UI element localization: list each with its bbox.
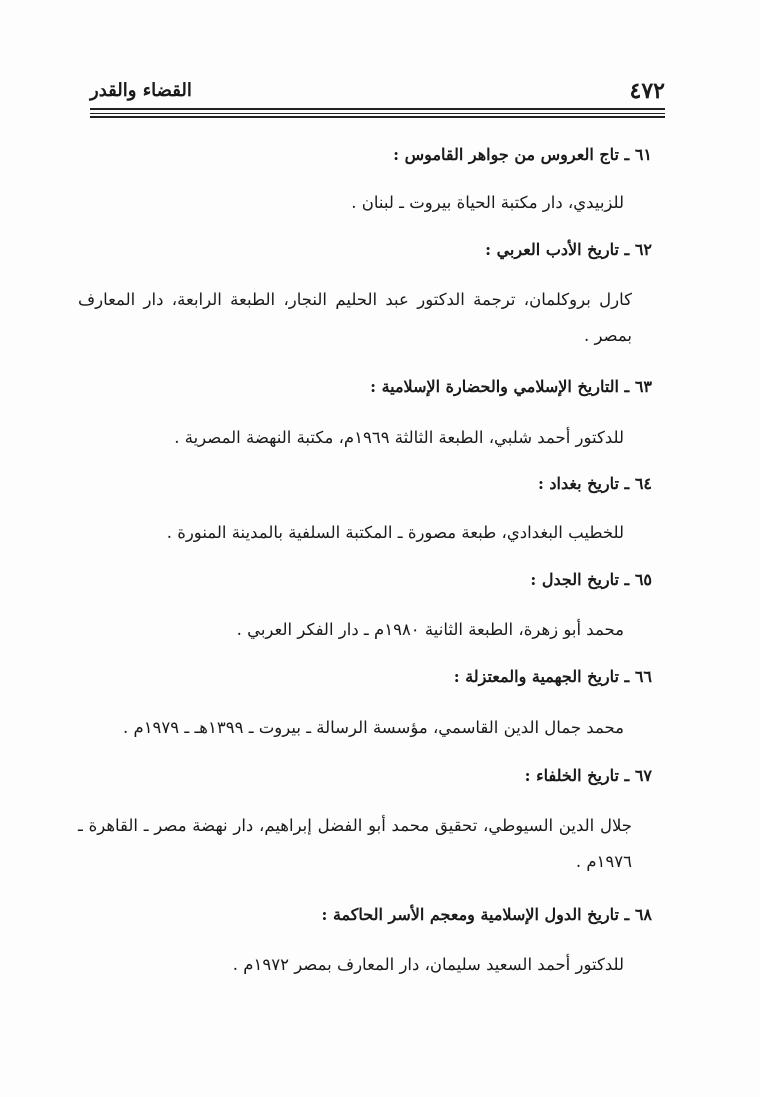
bibliography-list	[78, 0, 652, 1097]
entry-text: للدكتور أحمد شلبي، الطبعة الثالثة ١٩٦٩م، مكتبة النهضة المصرية .	[174, 428, 624, 447]
entry-title: ٦٧ ـ تاريخ الخلفاء :	[524, 766, 652, 785]
entry-text: للدكتور أحمد السعيد سليمان، دار المعارف بمصر ١٩٧٢م .	[232, 955, 624, 974]
entry-title: ٦٦ ـ تاريخ الجهمية والمعتزلة :	[453, 667, 652, 686]
entry-title: ٦٤ ـ تاريخ بغداد :	[537, 474, 652, 493]
entry-text: للزبيدي، دار مكتبة الحياة بيروت ـ لبنان .	[351, 193, 624, 212]
running-title: القضاء والقدر	[90, 80, 192, 101]
entry-text: محمد أبو زهرة، الطبعة الثانية ١٩٨٠م ـ دار الفكر العربي .	[236, 620, 624, 639]
entry-title: ٦٨ ـ تاريخ الدول الإسلامية ومعجم الأسر الحاكمة :	[321, 905, 652, 924]
entry-title: ٦١ ـ تاج العروس من جواهر القاموس :	[393, 145, 652, 164]
page-number: ٤٧٢	[629, 78, 665, 104]
entry-title: ٦٥ ـ تاريخ الجدل :	[530, 570, 652, 589]
entry-title: ٦٢ ـ تاريخ الأدب العربي :	[485, 240, 652, 259]
entry-text: كارل بروكلمان، ترجمة الدكتور عبد الحليم النجار، الطبعة الرابعة، دار المعارف بمصر .	[78, 290, 632, 345]
entry-title: ٦٣ ـ التاريخ الإسلامي والحضارة الإسلامية :	[370, 377, 652, 396]
entry-text: محمد جمال الدين القاسمي، مؤسسة الرسالة ـ بيروت ـ ١٣٩٩هـ ـ ١٩٧٩م .	[122, 718, 624, 737]
entry-text: جلال الدين السيوطي، تحقيق محمد أبو الفضل إبراهيم، دار نهضة مصر ـ القاهرة ـ ١٩٧٦م .	[78, 816, 632, 871]
entry-text: للخطيب البغدادي، طبعة مصورة ـ المكتبة السلفية بالمدينة المنورة .	[166, 523, 624, 542]
